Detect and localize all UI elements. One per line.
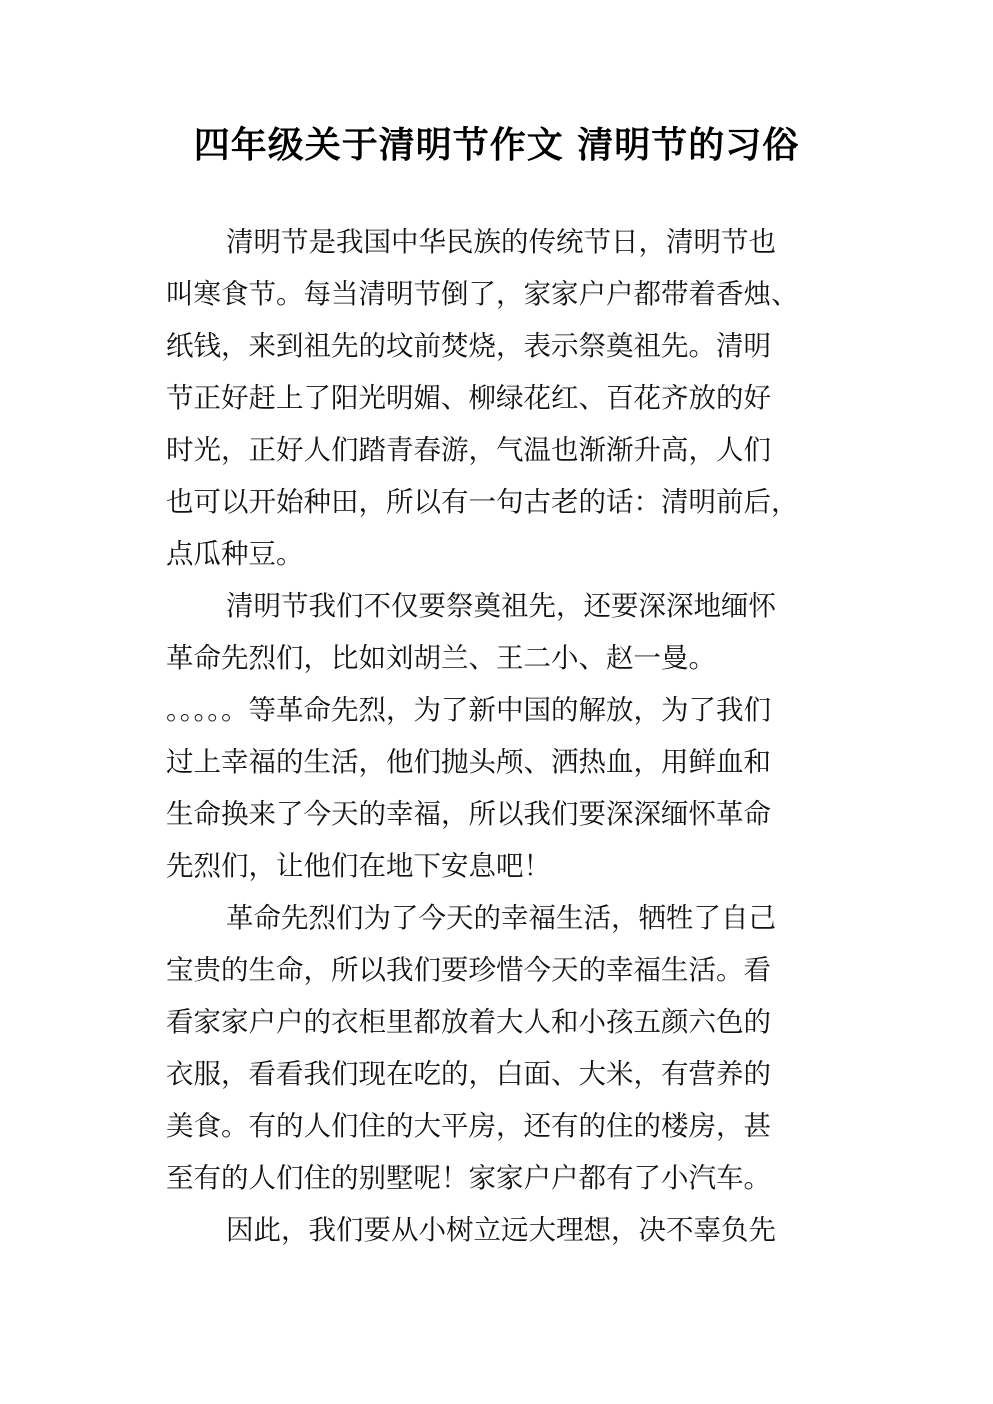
text-line: 革命先烈们，比如刘胡兰、王二小、赵一曼。 [166,642,716,674]
text-line: 看家家户户的衣柜里都放着大人和小孩五颜六色的 [166,1006,771,1038]
page-title: 四年级关于清明节作文 清明节的习俗 [193,125,800,166]
text-line: 时光，正好人们踏青春游，气温也渐渐升高，人们 [166,434,771,466]
text-line: 点瓜种豆。 [166,538,304,570]
essay-body [166,216,830,1256]
paragraph-first-line: 革命先烈们为了今天的幸福生活，牺牲了自己 [226,902,776,934]
text-line: 节正好赶上了阳光明媚、柳绿花红、百花齐放的好 [166,382,771,414]
text-line: 叫寒食节。每当清明节倒了，家家户户都带着香烛、 [166,278,799,310]
text-line: 至有的人们住的别墅呢！家家户户都有了小汽车。 [166,1162,771,1194]
text-line: 美食。有的人们住的大平房，还有的住的楼房，甚 [166,1110,771,1142]
paragraph-first-line: 清明节是我国中华民族的传统节日，清明节也 [226,226,776,258]
text-line: 过上幸福的生活，他们抛头颅、洒热血，用鲜血和 [166,746,771,778]
text-line: 衣服，看看我们现在吃的，白面、大米，有营养的 [166,1058,771,1090]
text-line: 宝贵的生命，所以我们要珍惜今天的幸福生活。看 [166,954,771,986]
text-line: 生命换来了今天的幸福，所以我们要深深缅怀革命 [166,798,771,830]
text-line: 先烈们，让他们在地下安息吧！ [166,850,551,882]
paragraph-first-line: 清明节我们不仅要祭奠祖先，还要深深地缅怀 [226,590,776,622]
paragraph-first-line: 因此，我们要从小树立远大理想，决不辜负先 [226,1214,776,1246]
text-line: 也可以开始种田，所以有一句古老的话：清明前后， [166,486,799,518]
text-line: 。。。。。等革命先烈，为了新中国的解放，为了我们 [166,694,771,726]
text-line: 纸钱，来到祖先的坟前焚烧，表示祭奠祖先。清明 [166,330,771,362]
